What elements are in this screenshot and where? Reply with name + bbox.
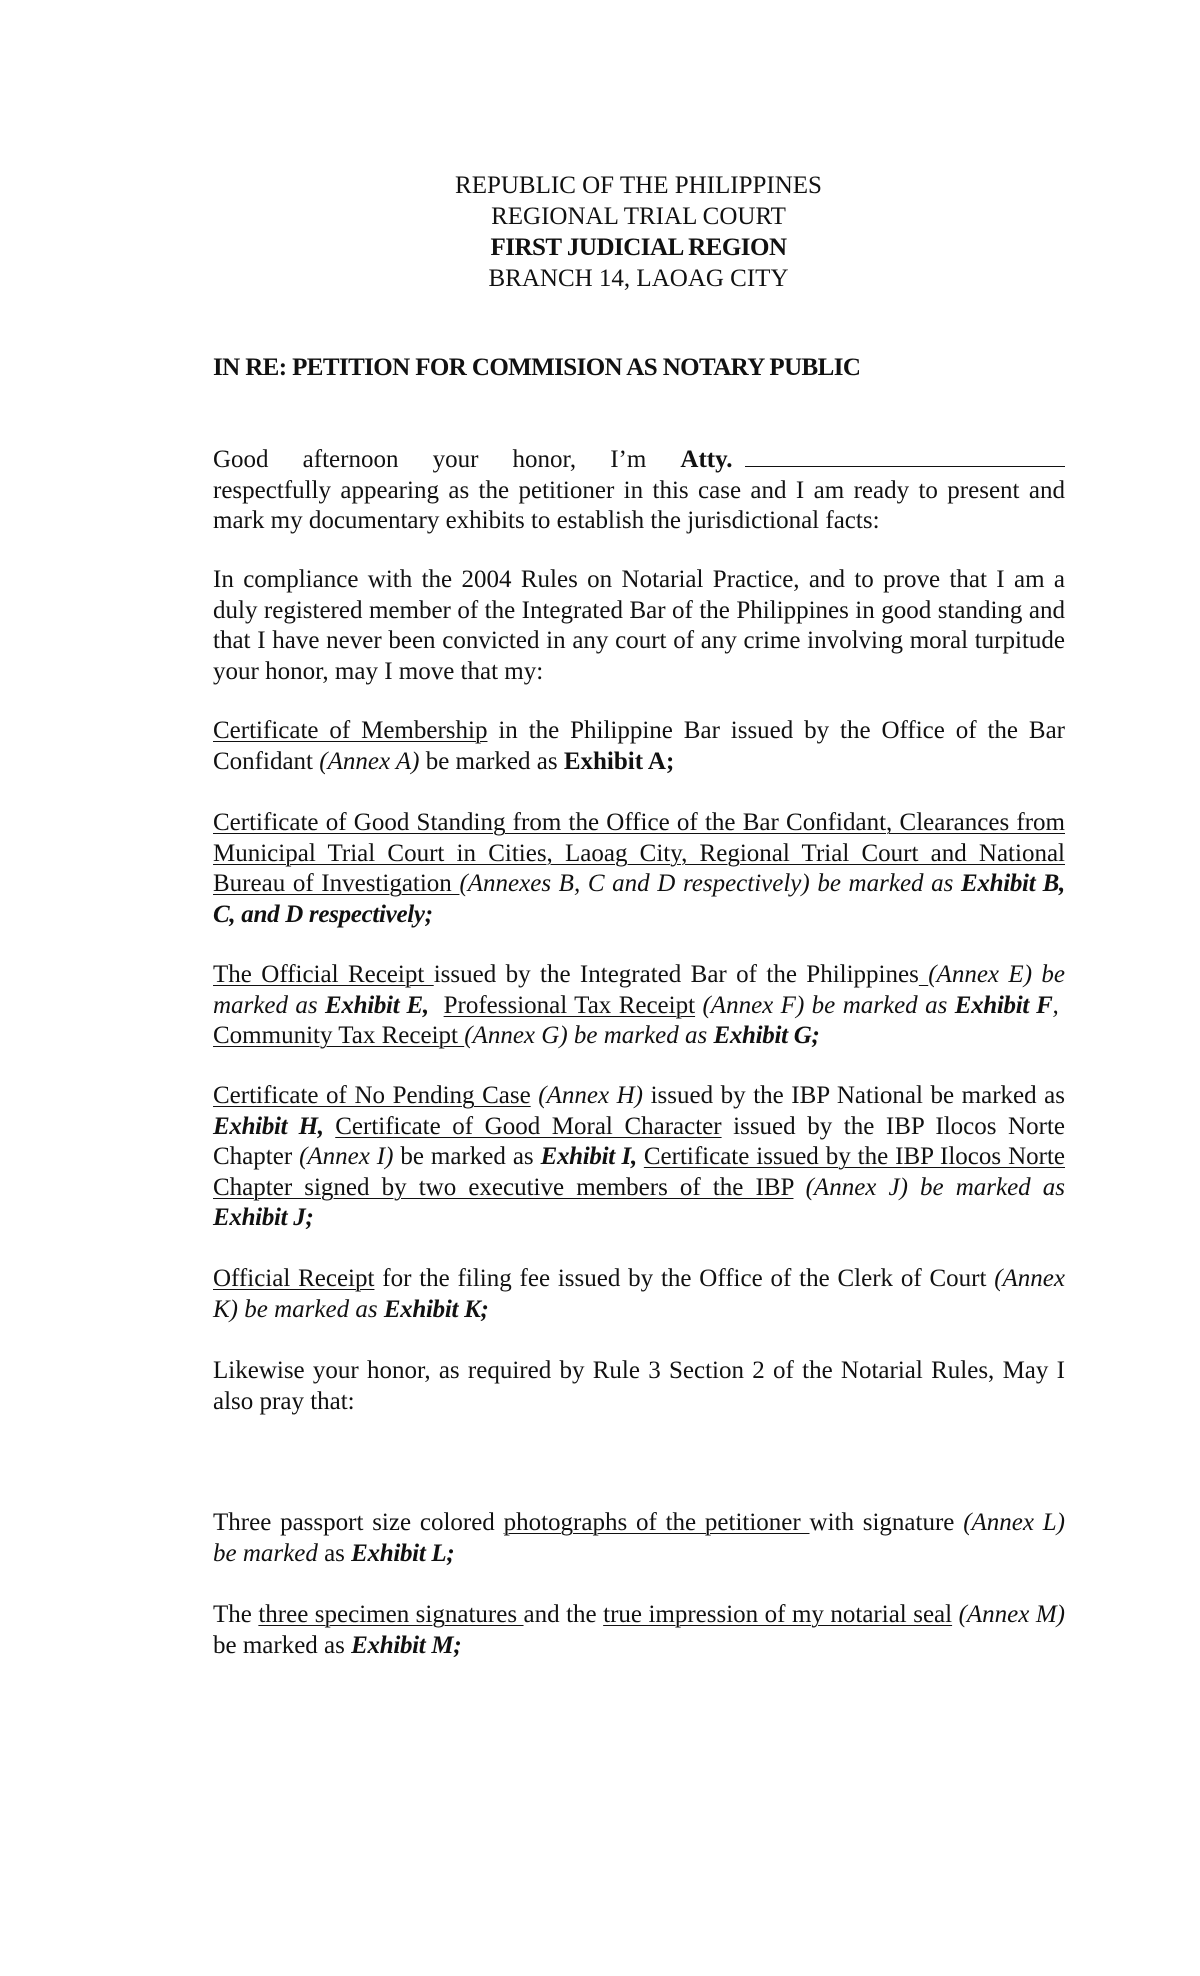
- annex-e: (Annex E) be marked as: [213, 961, 1066, 1019]
- annex-k: (Annex K) be marked as: [213, 1265, 1065, 1323]
- header-court: REGIONAL TRIAL COURT: [491, 203, 786, 230]
- doc-professional-tax-receipt: Professional Tax Receipt: [443, 991, 696, 1019]
- exhibit-bcd-paragraph: [213, 808, 1065, 930]
- annex-j: (Annex J) be marked as: [805, 1173, 1066, 1201]
- text-span: issued by the IBP Ilocos Norte Chapter: [213, 1112, 1065, 1170]
- text-span: Three passport size colored: [213, 1509, 504, 1536]
- likewise-paragraph: Likewise your honor, as required by Rule 3 Section 2 of the Notarial Rules, May I also pray that:: [213, 1357, 1065, 1415]
- exhibit-efg-paragraph: The Official Receipt issued by the Integrated Bar of the Philippines (Annex E) be marked as Exhibit E, Professional Tax Receipt (Annex F) be marked as Exhibit F, Community Tax Receipt (Annex G) be marked as Exhibit G;: [213, 961, 1066, 1049]
- doc-community-tax-receipt: Community Tax Receipt: [213, 1022, 465, 1049]
- greeting-first-line: [213, 444, 1065, 476]
- exhibit-l-label: Exhibit L;: [351, 1539, 455, 1567]
- text-span: be marked as: [213, 1631, 352, 1659]
- doc-certificate-membership: Certificate of Membership: [213, 717, 488, 744]
- text-span: for the filing fee issued by the Office of the Clerk of Court: [374, 1265, 995, 1292]
- doc-good-moral-character: Certificate of Good Moral Character: [335, 1112, 722, 1140]
- doc-no-pending-case: Certificate of No Pending Case: [213, 1082, 531, 1109]
- exhibit-k-label: Exhibit K;: [383, 1295, 489, 1323]
- exhibit-hij-paragraph: [213, 1081, 1065, 1234]
- atty-label: Atty.: [680, 446, 733, 473]
- compliance-paragraph: In compliance with the 2004 Rules on Notarial Practice, and to prove that I am a duly registered member of the Integrated Bar of the Philippines in good standing and that I have never been convicted in any court of any crime involving moral turpitude your honor, may I move that my:: [213, 566, 1065, 685]
- text-span: and the: [523, 1601, 604, 1628]
- annex-h: (Annex H): [538, 1082, 643, 1109]
- exhibit-a-label: Exhibit A;: [563, 747, 675, 775]
- exhibit-f-label: Exhibit F: [954, 991, 1053, 1019]
- doc-specimen-signatures: three specimen signatures: [258, 1601, 524, 1628]
- header-region: FIRST JUDICIAL REGION: [490, 234, 787, 261]
- exhibit-bcd-label: Exhibit B, C, and D respectively;: [213, 870, 1065, 928]
- greeting-word: your: [432, 446, 479, 473]
- exhibit-k-paragraph: [213, 1264, 1065, 1325]
- annex-bcd: (Annexes B, C and D respectively) be marked as: [459, 870, 962, 897]
- greeting-word: honor,: [512, 446, 577, 473]
- doc-passport-photographs: photographs of the petitioner: [503, 1509, 810, 1536]
- greeting-paragraph: [213, 444, 1065, 537]
- text-span: with signature: [809, 1509, 964, 1536]
- doc-official-receipt-filing-fee: Official Receipt: [213, 1265, 375, 1292]
- annex-l: (Annex L) be marked: [213, 1509, 1065, 1567]
- text-span: as: [317, 1539, 352, 1567]
- text-span: be marked as: [419, 747, 564, 775]
- name-blank-line: [745, 444, 1065, 467]
- header-republic: REPUBLIC OF THE PHILIPPINES: [455, 172, 822, 199]
- doc-certificate-executive-members: Certificate issued by the IBP Ilocos Norte Chapter signed by two executive members of the IBP: [213, 1143, 1065, 1201]
- text-span: in the Philippine Bar issued by the Office of the Bar Confidant: [213, 717, 1066, 775]
- text-span: The: [213, 1601, 259, 1628]
- exhibit-l-paragraph: [213, 1508, 1065, 1569]
- greeting-word: I’m: [610, 446, 647, 473]
- annex-i: (Annex I): [299, 1143, 394, 1170]
- text-span: issued by the IBP National be marked as: [643, 1082, 1066, 1109]
- exhibit-j-label: Exhibit J;: [213, 1204, 314, 1231]
- exhibit-e-label: Exhibit E,: [325, 991, 429, 1019]
- exhibit-m-label: Exhibit M;: [351, 1631, 462, 1659]
- text-span: be marked as: [393, 1143, 541, 1170]
- greeting-word: Good: [213, 446, 269, 473]
- greeting-word: afternoon: [302, 446, 399, 473]
- doc-good-standing-clearances: Certificate of Good Standing from the Office of the Bar Confidant, Clearances from Municipal Trial Court in Cities, Laoag City, Regional Trial Court and National Bureau of Investigation: [213, 809, 1065, 897]
- underline-gap: [919, 961, 928, 988]
- annex-f: (Annex F) be marked as: [702, 991, 955, 1019]
- annex-a: (Annex A): [319, 747, 420, 775]
- annex-g: (Annex G) be marked as: [464, 1022, 714, 1049]
- doc-official-receipt-ibp: The Official Receipt: [213, 961, 434, 988]
- doc-notarial-seal-impression: true impression of my notarial seal: [603, 1601, 953, 1628]
- petition-title: IN RE: PETITION FOR COMMISION AS NOTARY PUBLIC: [213, 354, 861, 381]
- exhibit-h-label: Exhibit H,: [213, 1112, 324, 1140]
- text-span: issued by the Integrated Bar of the Philippines: [433, 961, 919, 988]
- exhibit-m-paragraph: [213, 1600, 1065, 1661]
- annex-m: (Annex M): [958, 1601, 1065, 1628]
- court-header: [0, 170, 1200, 294]
- exhibit-a-paragraph: [213, 716, 1065, 777]
- greeting-rest: respectfully appearing as the petitioner in this case and I am ready to present and mark my documentary exhibits to establish the jurisdictional facts:: [213, 476, 1065, 534]
- exhibit-g-label: Exhibit G;: [713, 1022, 820, 1049]
- header-branch: BRANCH 14, LAOAG CITY: [488, 265, 789, 292]
- exhibit-i-label: Exhibit I,: [540, 1143, 637, 1170]
